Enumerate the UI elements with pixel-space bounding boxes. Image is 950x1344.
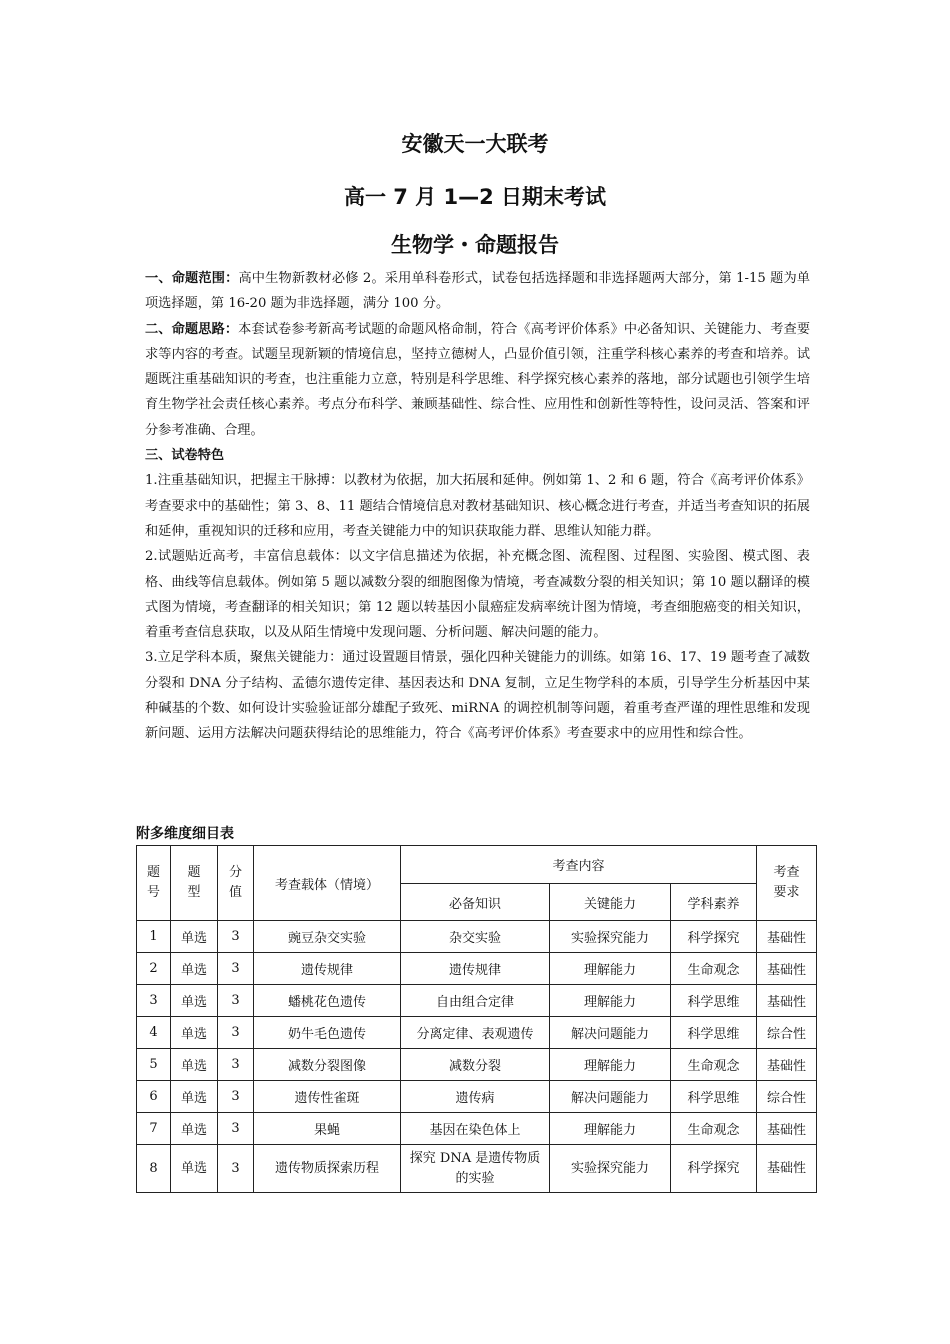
section-features-heading: 三、试卷特色: [145, 448, 225, 464]
cell-ability: 解决问题能力: [550, 1017, 671, 1049]
cell-carrier: 豌豆杂交实验: [254, 921, 401, 953]
report-title-org: 安徽天一大联考: [401, 132, 549, 156]
cell-ability: 理解能力: [550, 985, 671, 1017]
cell-requirement: 综合性: [757, 1017, 817, 1049]
cell-ability: 理解能力: [550, 953, 671, 985]
table-row: [137, 1145, 817, 1193]
section-scope-text: 高中生物新教材必修 2。采用单科卷形式，试卷包括选择题和非选择题两大部分，第 1-15 题为单项选择题，第 16-20 题为非选择题，满分 100 分。: [145, 271, 811, 312]
cell-carrier: 减数分裂图像: [254, 1049, 401, 1081]
cell-requirement: 综合性: [757, 1081, 817, 1113]
header-knowledge: 必备知识: [401, 884, 550, 921]
cell-score: 3: [218, 1017, 254, 1049]
cell-literacy: 科学思维: [671, 1017, 757, 1049]
cell-no: 4: [137, 1017, 171, 1049]
cell-requirement: 基础性: [757, 1049, 817, 1081]
cell-score: 3: [218, 985, 254, 1017]
cell-no: 2: [137, 953, 171, 985]
cell-knowledge: 自由组合定律: [401, 985, 550, 1017]
header-requirement: 考查 要求: [757, 846, 817, 921]
cell-ability: 理解能力: [550, 1049, 671, 1081]
cell-no: 3: [137, 985, 171, 1017]
cell-literacy: 科学探究: [671, 921, 757, 953]
cell-literacy: 科学思维: [671, 985, 757, 1017]
cell-type: 单选: [171, 1081, 218, 1113]
header-question-no: 题 号: [137, 846, 171, 921]
cell-no: 6: [137, 1081, 171, 1113]
header-carrier: 考查载体（情境）: [254, 846, 401, 921]
cell-carrier: 奶牛毛色遗传: [254, 1017, 401, 1049]
feature-paragraph-2: 2.试题贴近高考，丰富信息载体：以文字信息描述为依据，补充概念图、流程图、过程图、实验图、模式图、表格、曲线等信息载体。例如第 5 题以减数分裂的细胞图像为情境，考查减数分裂的相关知识；第 10 题以翻译的模式图为情境，考查翻译的相关知识；第 12 题以转基因小鼠癌症发病率统计图为情境，考查细胞癌变的相关知识，着重考查信息获取，以及从陌生情境中发现问题、分析问题、解决问题的能力。: [145, 549, 810, 641]
cell-ability: 实验探究能力: [550, 1145, 671, 1193]
cell-carrier: 遗传物质探索历程: [254, 1145, 401, 1193]
cell-knowledge: 分离定律、表观遗传: [401, 1017, 550, 1049]
cell-no: 8: [137, 1145, 171, 1193]
table-caption: 附多维度细目表: [136, 826, 234, 842]
header-score: 分 值: [218, 846, 254, 921]
table-row: [137, 1017, 817, 1049]
table-row: [137, 985, 817, 1017]
cell-requirement: 基础性: [757, 921, 817, 953]
cell-literacy: 科学探究: [671, 1145, 757, 1193]
cell-score: 3: [218, 1049, 254, 1081]
cell-knowledge: 杂交实验: [401, 921, 550, 953]
cell-type: 单选: [171, 921, 218, 953]
section-approach: [145, 317, 810, 443]
header-content: 考查内容: [401, 846, 757, 884]
header-question-type: 题 型: [171, 846, 218, 921]
table-row: [137, 921, 817, 953]
cell-knowledge: 遗传规律: [401, 953, 550, 985]
cell-type: 单选: [171, 1049, 218, 1081]
cell-knowledge: 探究 DNA 是遗传物质 的实验: [401, 1145, 550, 1193]
section-approach-text: 本套试卷参考新高考试题的命题风格命制，符合《高考评价体系》中必备知识、关键能力、考查要求等内容的考查。试题呈现新颖的情境信息，坚持立德树人，凸显价值引领，注重学科核心素养的考查和培养。试题既注重基础知识的考查，也注重能力立意，特别是科学思维、科学探究核心素养的落地，部分试题也引领学生培育生物学社会责任核心素养。考点分布科学、兼顾基础性、综合性、应用性和创新性等特性，设问灵活、答案和评分参考准确、合理。: [145, 321, 811, 438]
feature-paragraph-3: 3.立足学科本质，聚焦关键能力：通过设置题目情景，强化四种关键能力的训练。如第 16、17、19 题考查了减数分裂和 DNA 分子结构、孟德尔遗传定律、基因表达和 DNA 复制，立足生物学科的本质，引导学生分析基因中某种碱基的个数、如何设计实验验证部分雄配子致死、miRNA 的调控机制等问题，着重考查严谨的理性思维和发现新问题、运用方法解决问题获得结论的思维能力，符合《高考评价体系》考查要求中的应用性和综合性。: [145, 650, 810, 742]
cell-score: 3: [218, 921, 254, 953]
cell-score: 3: [218, 1081, 254, 1113]
section-approach-heading: 二、命题思路：: [145, 321, 239, 337]
section-scope-heading: 一、命题范围：: [145, 271, 239, 286]
cell-type: 单选: [171, 985, 218, 1017]
table-row: [137, 1113, 817, 1145]
table-row: [137, 1049, 817, 1081]
cell-knowledge: 基因在染色体上: [401, 1113, 550, 1145]
cell-requirement: 基础性: [757, 985, 817, 1017]
header-literacy: 学科素养: [671, 884, 757, 921]
cell-requirement: 基础性: [757, 1113, 817, 1145]
report-body: [145, 266, 810, 747]
cell-carrier: 蟠桃花色遗传: [254, 985, 401, 1017]
cell-literacy: 科学思维: [671, 1081, 757, 1113]
cell-score: 3: [218, 1113, 254, 1145]
cell-no: 1: [137, 921, 171, 953]
cell-no: 7: [137, 1113, 171, 1145]
cell-carrier: 遗传性雀斑: [254, 1081, 401, 1113]
cell-literacy: 生命观念: [671, 1049, 757, 1081]
cell-ability: 解决问题能力: [550, 1081, 671, 1113]
table-row: [137, 1081, 817, 1113]
report-title-exam: 高一 7 月 1—2 日期末考试: [343, 185, 607, 209]
cell-score: 3: [218, 1145, 254, 1193]
cell-ability: 实验探究能力: [550, 921, 671, 953]
cell-type: 单选: [171, 1145, 218, 1193]
cell-no: 5: [137, 1049, 171, 1081]
cell-literacy: 生命观念: [671, 953, 757, 985]
table-row: [137, 953, 817, 985]
cell-carrier: 遗传规律: [254, 953, 401, 985]
cell-requirement: 基础性: [757, 953, 817, 985]
report-title-subject: 生物学・命题报告: [391, 233, 559, 257]
cell-type: 单选: [171, 1017, 218, 1049]
cell-ability: 理解能力: [550, 1113, 671, 1145]
header-ability: 关键能力: [550, 884, 671, 921]
cell-type: 单选: [171, 1113, 218, 1145]
cell-type: 单选: [171, 953, 218, 985]
feature-paragraph-1: 1.注重基础知识，把握主干脉搏：以教材为依据，加大拓展和延伸。例如第 1、2 和 6 题，符合《高考评价体系》考查要求中的基础性；第 3、8、11 题结合情境信息对教材基础知识、核心概念进行考查，并适当考查知识的拓展和延伸，重视知识的迁移和应用，考查关键能力中的知识获取能力群、思维认知能力群。: [145, 473, 810, 539]
table-header-row: [137, 846, 817, 884]
cell-literacy: 生命观念: [671, 1113, 757, 1145]
section-scope: [145, 266, 810, 317]
cell-knowledge: 减数分裂: [401, 1049, 550, 1081]
cell-score: 3: [218, 953, 254, 985]
cell-requirement: 基础性: [757, 1145, 817, 1193]
detail-table: [136, 845, 817, 1193]
cell-carrier: 果蝇: [254, 1113, 401, 1145]
cell-knowledge: 遗传病: [401, 1081, 550, 1113]
